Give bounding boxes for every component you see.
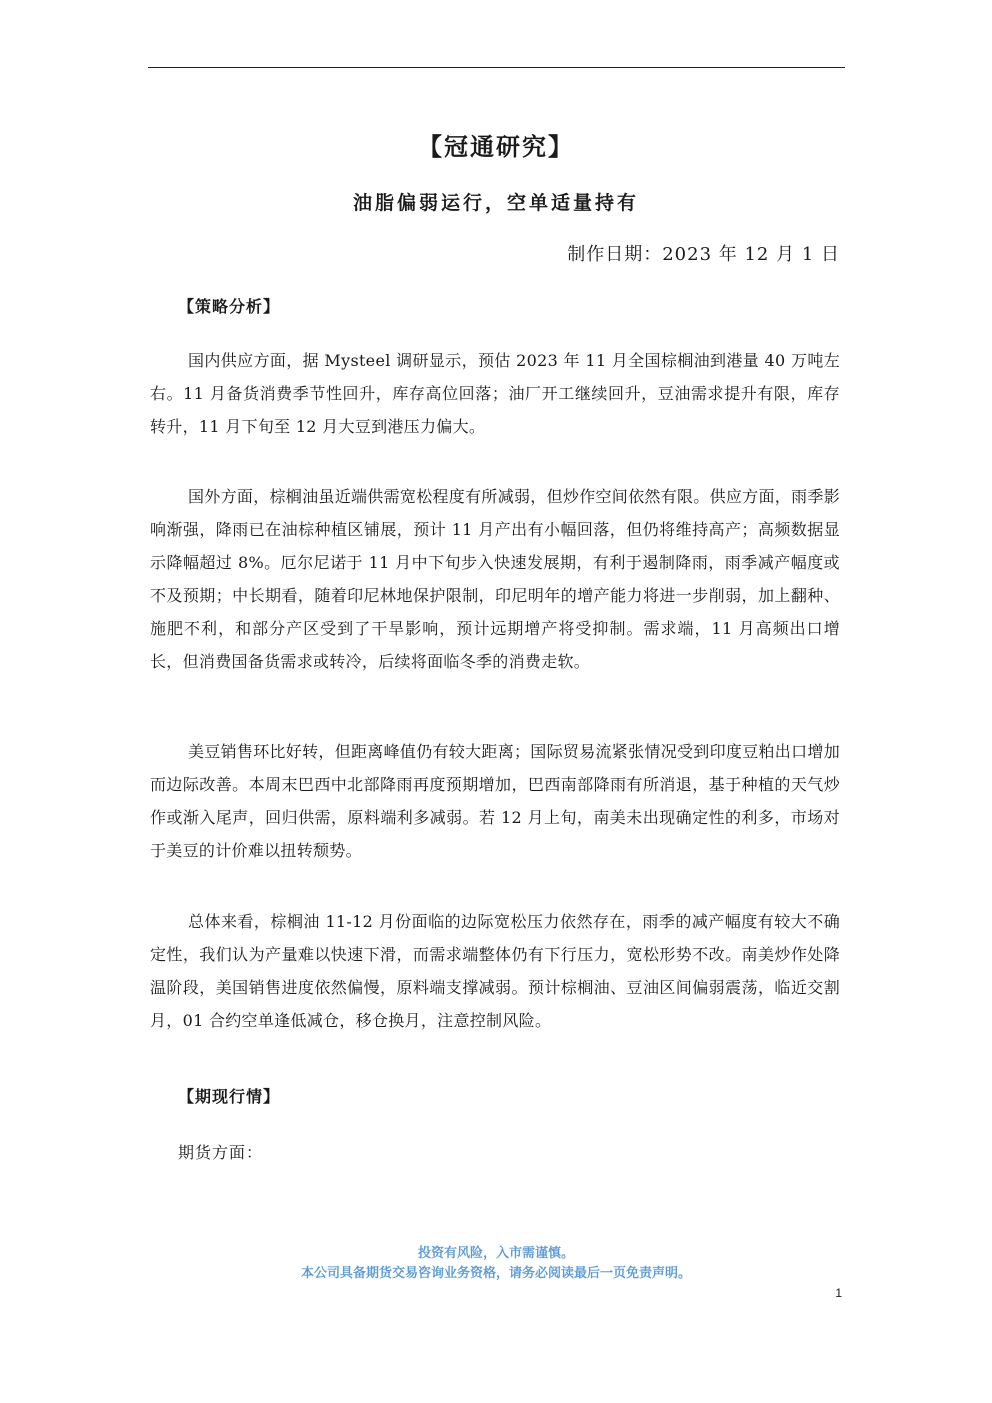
section-heading-strategy: 【策略分析】 [178,297,281,316]
brand-title: 【冠通研究】 [418,132,574,161]
section-heading-market: 【期现行情】 [178,1087,281,1106]
risk-warning: 投资有风险，入市需谨慎。 [417,1246,574,1261]
report-date: 制作日期：2023 年 12 月 1 日 [567,244,840,265]
strategy-paragraph-soybean: 美豆销售环比好转，但距离峰值仍有较大距离；国际贸易流紧张情况受到印度豆粕出口增加而边际改善。本周末巴西中北部降雨再度预期增加，巴西南部降雨有所消退，基于种植的天气炒作或渐入尾声，回归供需，原料端利多减弱。若 12 月上旬，南美未出现确定性的利多，市场对于美豆的计价难以扭转颓势。 [150,742,841,860]
report-headline: 油脂偏弱运行，空单适量持有 [352,192,639,214]
strategy-paragraph-domestic: 国内供应方面，据 Mysteel 调研显示，预估 2023 年 11 月全国棕榈油到港量 40 万吨左右。11 月备货消费季节性回升，库存高位回落；油厂开工继续回升，豆油需求提升有限，库存转升，11 月下旬至 12 月大豆到港压力偏大。 [150,351,840,436]
page-number: 1 [835,1286,842,1300]
strategy-paragraph-overseas: 国外方面，棕榈油虽近端供需宽松程度有所减弱，但炒作空间依然有限。供应方面，雨季影响渐强，降雨已在油棕种植区铺展，预计 11 月产出有小幅回落，但仍将维持高产；高频数据显示降幅超过 8%。厄尔尼诺于 11 月中下旬步入快速发展期，有利于遏制降雨，雨季减产幅度或不及预期；中长期看，随着印尼林地保护限制，印尼明年的增产能力将进一步削弱，加上翻种、施肥不利，和部分产区受到了干旱影响，预计远期增产将受抑制。需求端，11 月高频出口增长，但消费国备货需求或转冷，后续将面临冬季的消费走软。 [150,487,841,671]
risk-disclaimer-footer [0,1244,992,1284]
futures-label: 期货方面： [178,1143,264,1162]
disclaimer-notice: 本公司具备期货交易咨询业务资格，请务必阅读最后一页免责声明。 [300,1266,691,1281]
strategy-paragraph-summary: 总体来看，棕榈油 11-12 月份面临的边际宽松压力依然存在，雨季的减产幅度有较大不确定性，我们认为产量难以快速下滑，而需求端整体仍有下行压力，宽松形势不改。南美炒作处降温阶段，美国销售进度依然偏慢，原料端支撑减弱。预计棕榈油、豆油区间偏弱震荡，临近交割月，01 合约空单逢低减仓，移仓换月，注意控制风险。 [150,912,840,1030]
header-rule [148,67,845,68]
